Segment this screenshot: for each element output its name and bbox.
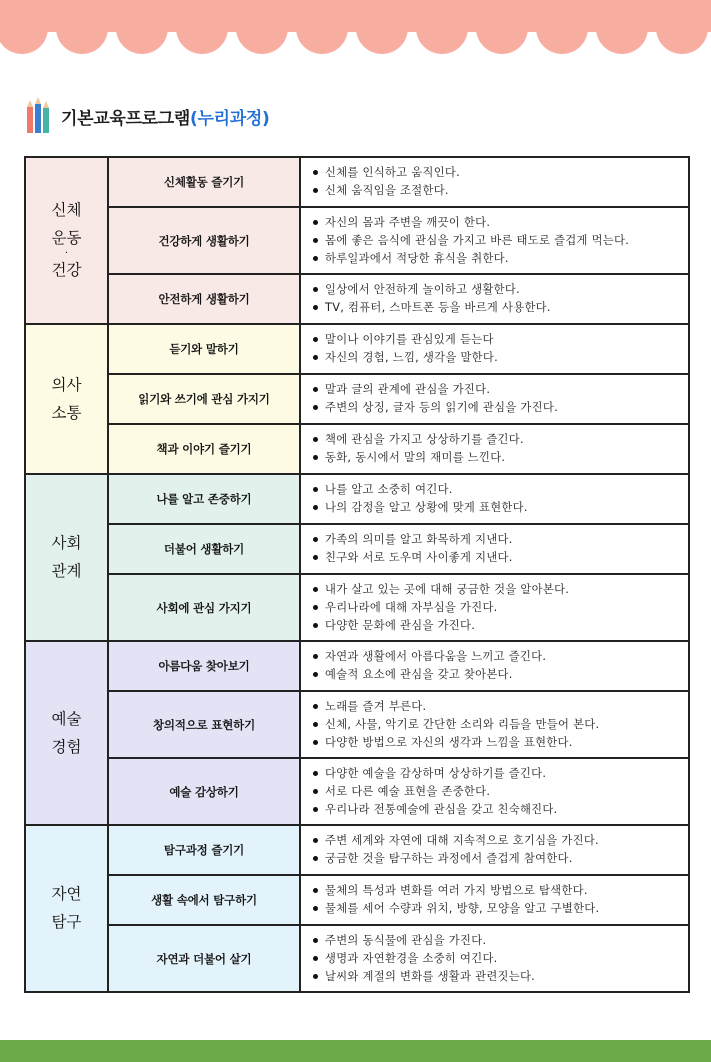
area-name-line: 탐구 <box>51 913 82 931</box>
goal-item: 신체, 사물, 악기로 간단한 소리와 리듬을 만들어 본다. <box>311 716 684 734</box>
page-title <box>25 96 269 136</box>
goal-item: 자연과 생활에서 아름다움을 느끼고 즐긴다. <box>311 648 684 666</box>
goal-item: 우리나라에 대해 자부심을 가진다. <box>311 599 684 617</box>
goals-list <box>301 214 688 268</box>
table-row <box>25 574 689 641</box>
goal-item: 우리나라 전통예술에 관심을 갖고 친숙해진다. <box>311 801 684 819</box>
goals-cell <box>300 925 689 992</box>
bottom-decoration-band <box>0 1040 711 1062</box>
content-title: 창의적으로 표현하기 <box>108 691 300 758</box>
goals-cell <box>300 324 689 374</box>
area-cell <box>25 641 108 825</box>
goal-item: 몸에 좋은 음식에 관심을 가지고 바른 태도로 즐겁게 먹는다. <box>311 232 684 250</box>
goal-item: 노래를 즐겨 부른다. <box>311 698 684 716</box>
goals-cell <box>300 691 689 758</box>
table-row <box>25 157 689 207</box>
title-main: 기본교육프로그램 <box>61 108 190 129</box>
area-name-line: 예술 <box>51 709 82 728</box>
goals-list <box>301 832 688 868</box>
goal-item: 나의 감정을 알고 상황에 맞게 표현한다. <box>311 499 684 517</box>
goals-cell <box>300 825 689 875</box>
content-title: 건강하게 생활하기 <box>108 207 300 274</box>
area-name-line: · <box>64 248 69 260</box>
pencils-icon <box>25 97 53 135</box>
goal-item: 내가 살고 있는 곳에 대해 궁금한 것을 알아본다. <box>311 581 684 599</box>
table-row <box>25 324 689 374</box>
goals-cell <box>300 157 689 207</box>
area-cell <box>25 157 108 324</box>
goal-item: 하루일과에서 적당한 휴식을 취한다. <box>311 250 684 268</box>
goals-cell <box>300 758 689 825</box>
area-cell <box>25 324 108 474</box>
content-title: 신체활동 즐기기 <box>108 157 300 207</box>
table-row <box>25 207 689 274</box>
goal-item: 다양한 방법으로 자신의 생각과 느낌을 표현한다. <box>311 734 684 752</box>
goal-item: 자신의 경험, 느낌, 생각을 말한다. <box>311 349 684 367</box>
goal-item: 동화, 동시에서 말의 재미를 느낀다. <box>311 449 684 467</box>
goals-list <box>301 581 688 635</box>
goals-list <box>301 164 688 200</box>
goal-item: 날씨와 계절의 변화를 생활과 관련짓는다. <box>311 968 684 986</box>
goal-item: 신체를 인식하고 움직인다. <box>311 164 684 182</box>
goals-list <box>301 281 688 317</box>
goal-item: 다양한 예술을 감상하며 상상하기를 즐긴다. <box>311 765 684 783</box>
content-title: 탐구과정 즐기기 <box>108 825 300 875</box>
table-row <box>25 474 689 524</box>
goals-cell <box>300 474 689 524</box>
goals-cell <box>300 424 689 474</box>
goals-cell <box>300 374 689 424</box>
area-name-line: 자연 <box>51 885 82 904</box>
scalloped-border <box>0 18 711 58</box>
area-name-line: 건강 <box>51 261 82 280</box>
table-row <box>25 274 689 324</box>
goals-list <box>301 431 688 467</box>
goal-item: 서로 다른 예술 표현을 존중한다. <box>311 783 684 801</box>
goal-item: 말이나 이야기를 관심있게 듣는다 <box>311 331 684 349</box>
goal-item: 다양한 문화에 관심을 가진다. <box>311 617 684 635</box>
area-name-line: 의사 <box>51 375 82 394</box>
goal-item: 책에 관심을 가지고 상상하기를 즐긴다. <box>311 431 684 449</box>
table-row <box>25 691 689 758</box>
area-cell <box>25 825 108 992</box>
goals-list <box>301 331 688 367</box>
goal-item: 자신의 몸과 주변을 깨끗이 한다. <box>311 214 684 232</box>
content-title: 아름다움 찾아보기 <box>108 641 300 691</box>
goals-list <box>301 531 688 567</box>
content-title: 듣기와 말하기 <box>108 324 300 374</box>
goals-cell <box>300 207 689 274</box>
area-name-line: 경험 <box>51 737 82 756</box>
table-row <box>25 825 689 875</box>
goal-item: 친구와 서로 도우며 사이좋게 지낸다. <box>311 549 684 567</box>
goal-item: 일상에서 안전하게 놀이하고 생활한다. <box>311 281 684 299</box>
table-row <box>25 925 689 992</box>
goals-cell <box>300 574 689 641</box>
content-title: 사회에 관심 가지기 <box>108 574 300 641</box>
area-cell <box>25 474 108 641</box>
content-title: 자연과 더불어 살기 <box>108 925 300 992</box>
area-name-line: 운동 <box>51 228 82 247</box>
goal-item: 말과 글의 관계에 관심을 가진다. <box>311 381 684 399</box>
goal-item: 물체를 세어 수량과 위치, 방향, 모양을 알고 구별한다. <box>311 900 684 918</box>
goal-item: 주변의 동식물에 관심을 가진다. <box>311 932 684 950</box>
goals-list <box>301 648 688 684</box>
content-title: 안전하게 생활하기 <box>108 274 300 324</box>
curriculum-table <box>24 156 690 993</box>
goals-list <box>301 481 688 517</box>
table-row <box>25 524 689 574</box>
content-title: 읽기와 쓰기에 관심 가지기 <box>108 374 300 424</box>
goals-list <box>301 765 688 819</box>
content-title: 나를 알고 존중하기 <box>108 474 300 524</box>
table-row <box>25 424 689 474</box>
title-accent: (누리과정) <box>189 108 270 129</box>
goal-item: 나를 알고 소중히 여긴다. <box>311 481 684 499</box>
goal-item: 주변 세계와 자연에 대해 지속적으로 호기심을 가진다. <box>311 832 684 850</box>
goal-item: TV, 컴퓨터, 스마트폰 등을 바르게 사용한다. <box>311 299 684 317</box>
area-name-line: 사회 <box>51 534 82 553</box>
goals-list <box>301 932 688 986</box>
table-row <box>25 641 689 691</box>
goals-cell <box>300 524 689 574</box>
goals-list <box>301 882 688 918</box>
content-title: 생활 속에서 탐구하기 <box>108 875 300 925</box>
table-row <box>25 758 689 825</box>
content-title: 더불어 생활하기 <box>108 524 300 574</box>
goals-list <box>301 698 688 752</box>
area-name-line: 소통 <box>51 403 82 422</box>
area-name-line: 신체 <box>51 201 82 220</box>
goal-item: 주변의 상징, 글자 등의 읽기에 관심을 가진다. <box>311 399 684 417</box>
content-title: 책과 이야기 즐기기 <box>108 424 300 474</box>
goal-item: 신체 움직임을 조절한다. <box>311 182 684 200</box>
goal-item: 생명과 자연환경을 소중히 여긴다. <box>311 950 684 968</box>
goals-list <box>301 381 688 417</box>
table-row <box>25 875 689 925</box>
goals-cell <box>300 641 689 691</box>
goal-item: 궁금한 것을 탐구하는 과정에서 즐겁게 참여한다. <box>311 850 684 868</box>
goal-item: 물체의 특성과 변화를 여러 가지 방법으로 탐색한다. <box>311 882 684 900</box>
area-name-line: 관계 <box>51 562 82 580</box>
goal-item: 예술적 요소에 관심을 갖고 찾아본다. <box>311 666 684 684</box>
goal-item: 가족의 의미를 알고 화목하게 지낸다. <box>311 531 684 549</box>
content-title: 예술 감상하기 <box>108 758 300 825</box>
goals-cell <box>300 274 689 324</box>
goals-cell <box>300 875 689 925</box>
table-row <box>25 374 689 424</box>
